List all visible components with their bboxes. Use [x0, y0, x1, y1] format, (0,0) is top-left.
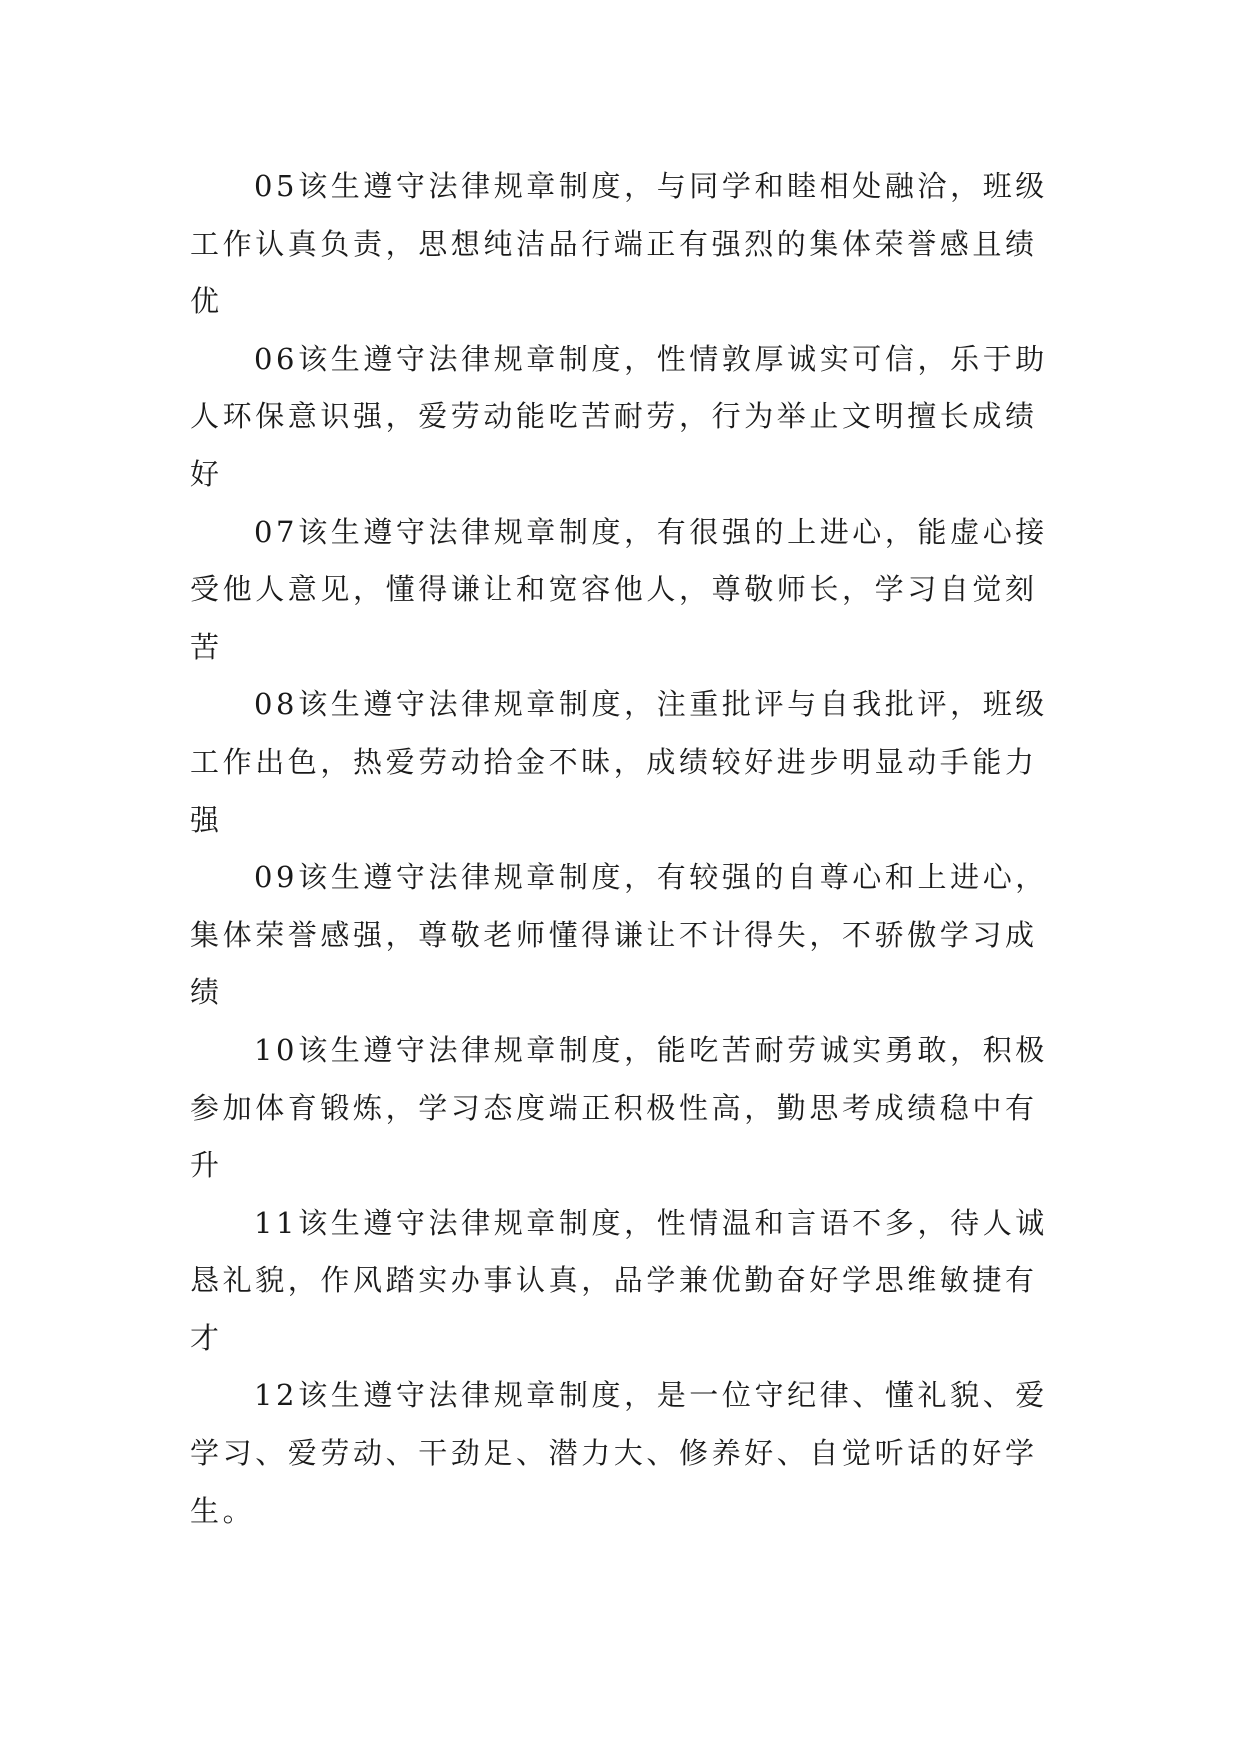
paragraph-05: 05该生遵守法律规章制度，与同学和睦相处融洽，班级工作认真负责，思想纯洁品行端正有强烈的集体荣誉感且绩优 [190, 169, 1048, 319]
paragraph-10: 10该生遵守法律规章制度，能吃苦耐劳诚实勇敢，积极参加体育锻炼，学习态度端正积极性高，勤思考成绩稳中有升 [190, 1032, 1048, 1183]
paragraph-12: 12该生遵守法律规章制度，是一位守纪律、懂礼貌、爱学习、爱劳动、干劲足、潜力大、修养好、自觉听话的好学生。 [190, 1378, 1048, 1528]
paragraph-06: 06该生遵守法律规章制度，性情敦厚诚实可信，乐于助人环保意识强，爱劳动能吃苦耐劳，行为举止文明擅长成绩好 [190, 341, 1048, 491]
paragraph-08: 08该生遵守法律规章制度，注重批评与自我批评，班级工作出色，热爱劳动拾金不昧，成绩较好进步明显动手能力强 [190, 687, 1048, 837]
document-body [190, 158, 1050, 1540]
paragraph-09: 09该生遵守法律规章制度，有较强的自尊心和上进心，集体荣誉感强，尊敬老师懂得谦让不计得失，不骄傲学习成绩 [190, 860, 1048, 1010]
paragraph-07: 07该生遵守法律规章制度，有很强的上进心，能虚心接受他人意见，懂得谦让和宽容他人，尊敬师长，学习自觉刻苦 [190, 514, 1048, 664]
paragraph-11: 11该生遵守法律规章制度，性情温和言语不多，待人诚恳礼貌，作风踏实办事认真，品学兼优勤奋好学思维敏捷有才 [190, 1205, 1048, 1355]
